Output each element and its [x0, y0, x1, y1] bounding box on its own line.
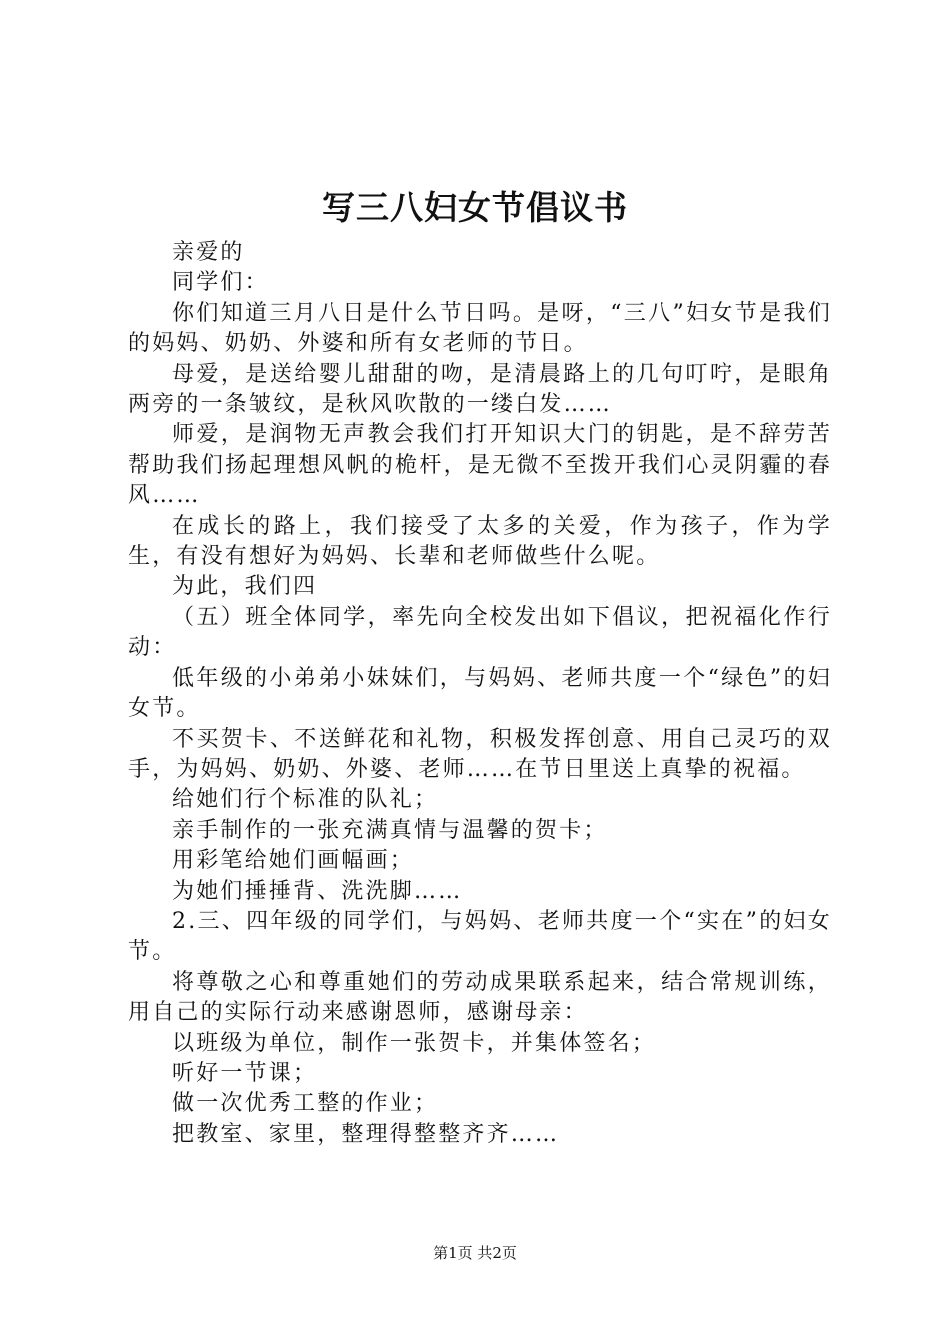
page-number-footer: 第1页 共2页: [433, 1244, 517, 1262]
paragraph: 亲爱的: [172, 240, 245, 265]
paragraph: 以班级为单位，制作一张贺卡，并集体签名；: [172, 1030, 657, 1056]
paragraph: 母爱，是送给婴儿甜甜的吻，是清晨路上的几句叮咛，是眼角两旁的一条皱纹，是秋风吹散的一缕白发……: [128, 361, 832, 418]
paragraph: 低年级的小弟弟小妹妹们，与妈妈、老师共度一个“绿色”的妇女节。: [128, 665, 832, 722]
paragraph: 亲手制作的一张充满真情与温馨的贺卡；: [172, 817, 608, 843]
document-title: 写三八妇女节倡议书: [322, 188, 628, 227]
paragraph: 不买贺卡、不送鲜花和礼物，积极发挥创意、用自己灵巧的双手，为妈妈、奶奶、外婆、老师……在节日里送上真挚的祝福。: [128, 726, 832, 782]
paragraph: 把教室、家里，整理得整整齐齐……: [172, 1121, 560, 1147]
paragraph: 做一次优秀工整的作业；: [172, 1091, 439, 1117]
paragraph: 同学们：: [172, 270, 269, 296]
document-body: [128, 238, 832, 1150]
paragraph: 将尊敬之心和尊重她们的劳动成果联系起来，结合常规训练，用自己的实际行动来感谢恩师，感谢母亲：: [128, 969, 832, 1026]
paragraph: 用彩笔给她们画幅画；: [172, 848, 415, 874]
paragraph: （五）班全体同学，率先向全校发出如下倡议，把祝福化作行动：: [128, 604, 832, 661]
paragraph: 师爱，是润物无声教会我们打开知识大门的钥匙，是不辞劳苦帮助我们扬起理想风帆的桅杆，是无微不至拨开我们心灵阴霾的春风……: [128, 422, 832, 509]
paragraph: 在成长的路上，我们接受了太多的关爱，作为孩子，作为学生，有没有想好为妈妈、长辈和老师做些什么呢。: [128, 513, 832, 570]
paragraph: 2.三、四年级的同学们，与妈妈、老师共度一个“实在”的妇女节。: [128, 908, 832, 965]
paragraph: 为此，我们四: [172, 574, 318, 600]
paragraph: 你们知道三月八日是什么节日吗。是呀，“三八”妇女节是我们的妈妈、奶奶、外婆和所有女老师的节日。: [128, 300, 832, 357]
paragraph: 为她们捶捶背、洗洗脚……: [172, 878, 463, 904]
paragraph: 听好一节课；: [172, 1060, 318, 1086]
paragraph: 给她们行个标准的队礼；: [172, 787, 439, 813]
